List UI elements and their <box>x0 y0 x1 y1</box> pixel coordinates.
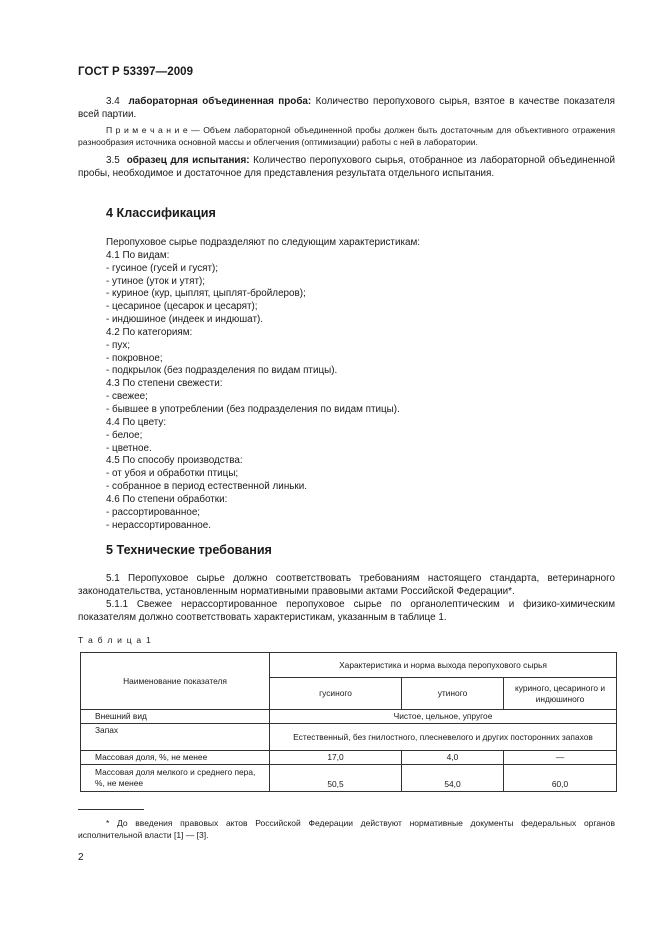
column-group-header: Характеристика и норма выхода перопухового сырья <box>270 653 617 678</box>
term: лабораторная объединенная проба: <box>128 96 312 107</box>
list-item: - куриное (кур, цыплят, цыплят-бройлеров); <box>106 288 306 300</box>
section-4-heading: 4 Классификация <box>106 206 216 220</box>
definition: Количество перопухового сырья, взятое в качестве показателя всей партии. <box>78 96 615 120</box>
list-item: Перопуховое сырье подразделяют по следующим характеристикам: <box>106 237 421 248</box>
note-text: — Объем лабораторной объединенной пробы должен быть достаточным для объективного отражения разнообразия источника основной массы и облегчения (оптимизации) работы с ней в лаборатории. <box>78 125 616 147</box>
list-item: - индюшиное (индеек и индюшат). <box>106 314 264 326</box>
paragraph-3-5 <box>78 154 615 180</box>
footnote: * До введения правовых актов Российской Федерации действуют нормативные документы федеральных органов исполнительной власти [1] — [3]. <box>78 818 615 840</box>
paragraph-5-1-1: 5.1.1 Свежее нерассортированное перопуховое сырье по органолептическим и физико-химическим показателям должно соответствовать характеристикам, указанным в таблице 1. <box>78 599 615 623</box>
cell-value: Чистое, цельное, упругое <box>270 710 617 724</box>
cell-value: Естественный, без гнилостного, плесневелого и других посторонних запахов <box>270 724 617 751</box>
document-header: ГОСТ Р 53397—2009 <box>78 66 194 78</box>
list-item: - цветное. <box>106 442 152 454</box>
list-item: 4.1 По видам: <box>106 249 170 261</box>
cell-value: 17,0 <box>270 751 402 765</box>
footnote-divider <box>78 809 144 810</box>
list-item: 4.2 По категориям: <box>106 326 193 338</box>
column-header-duck: утиного <box>402 678 504 710</box>
cell-value: 54,0 <box>402 765 504 792</box>
list-item: - белое; <box>106 429 143 441</box>
column-header-name: Наименование показателя <box>81 653 270 710</box>
clause-number: 3.5 <box>106 155 120 166</box>
cell-value: 50,5 <box>270 765 402 792</box>
list-item: 4.3 По степени свежести: <box>106 378 223 390</box>
list-item: - от убоя и обработки птицы; <box>106 468 239 480</box>
row-name: Массовая доля мелкого и среднего пера, %, не менее <box>81 765 270 792</box>
list-item: - рассортированное; <box>106 506 201 518</box>
table-row <box>81 751 617 765</box>
note-3-4 <box>78 125 615 148</box>
list-item: - нерассортированное. <box>106 519 211 531</box>
list-item: 4.4 По цвету: <box>106 416 167 428</box>
note-label: П р и м е ч а н и е <box>106 125 188 135</box>
column-header-goose: гусиного <box>270 678 402 710</box>
cell-value: — <box>504 751 617 765</box>
list-item: - бывшее в употреблении (без подразделения по видам птицы). <box>106 403 400 415</box>
list-item: - покровное; <box>106 352 163 364</box>
definition: Количество перопухового сырья, отобранное из лабораторной объединенной пробы, необходимое и достаточное для представления результата отдельного испытания. <box>78 155 615 179</box>
table-caption: Т а б л и ц а 1 <box>78 635 152 645</box>
row-name: Массовая доля, %, не менее <box>81 751 270 765</box>
list-item: 4.6 По степени обработки: <box>106 493 228 505</box>
table-row <box>81 765 617 792</box>
column-header-chicken: куриного, цесариного и индюшиного <box>504 678 617 710</box>
list-item: - собранное в период естественной линьки. <box>106 481 308 493</box>
clause-number: 3.4 <box>106 96 120 107</box>
list-item: 4.5 По способу производства: <box>106 455 243 467</box>
list-item: - цесариное (цесарок и цесарят); <box>106 301 258 313</box>
list-item: - пух; <box>106 339 130 351</box>
table-row <box>81 710 617 724</box>
paragraph-3-4 <box>78 95 615 121</box>
cell-value: 60,0 <box>504 765 617 792</box>
term: образец для испытания: <box>126 155 250 166</box>
list-item: - свежее; <box>106 391 148 403</box>
classification-list <box>106 237 420 532</box>
row-name: Запах <box>81 724 270 751</box>
table-1 <box>80 652 617 792</box>
section-5-heading: 5 Технические требования <box>106 543 272 557</box>
row-name: Внешний вид <box>81 710 270 724</box>
table-row <box>81 724 617 751</box>
page-number: 2 <box>78 852 84 863</box>
list-item: - гусиное (гусей и гусят); <box>106 262 219 274</box>
cell-value: 4,0 <box>402 751 504 765</box>
list-item: - утиное (уток и утят); <box>106 275 206 287</box>
list-item: - подкрылок (без подразделения по видам птицы). <box>106 365 338 377</box>
paragraph-5-1: 5.1 Перопуховое сырье должно соответствовать требованиям настоящего стандарта, ветеринарного законодательства, установленным нормативными правовыми актами Российской Федерации*. <box>78 573 615 597</box>
